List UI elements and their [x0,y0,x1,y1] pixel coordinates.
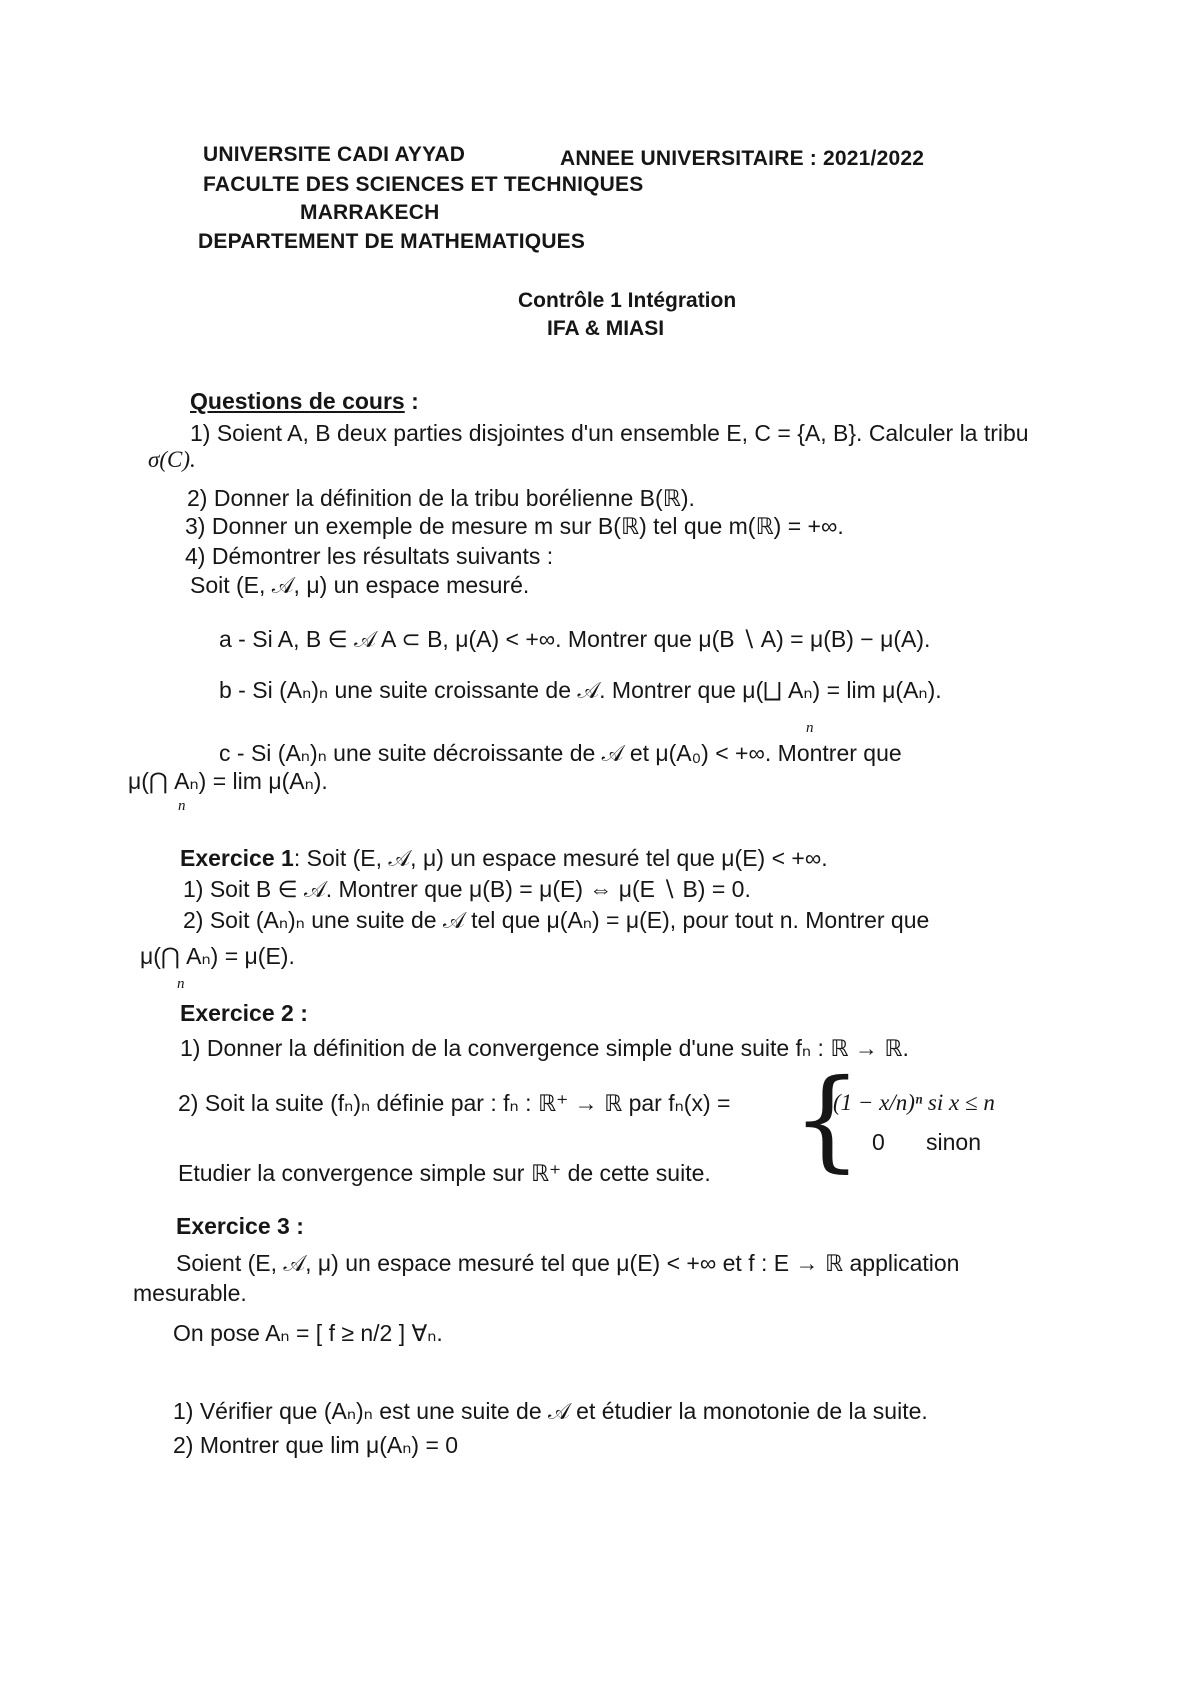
index-n-inter-ex1: n [177,976,185,992]
faculty-name: FACULTE DES SCIENCES ET TECHNIQUES [203,173,644,196]
ex2-case2-value: 0 [872,1129,885,1155]
cours-q4: 4) Démontrer les résultats suivants : [185,543,554,569]
cours-q2: 2) Donner la définition de la tribu borélienne B(ℝ). [187,485,695,511]
ex1-intro-text: : Soit (E, 𝒜, μ) un espace mesuré tel que μ(E) < +∞. [293,845,828,871]
cours-heading: Questions de cours : [190,388,419,414]
ex3-q1: 1) Vérifier que (Aₙ)ₙ est une suite de 𝒜 et étudier la monotonie de la suite. [173,1398,928,1424]
exam-title: Contrôle 1 Intégration [518,289,737,312]
index-n-inter-c: n [178,798,186,814]
piecewise-brace: { [792,1055,862,1183]
ex3-label: Exercice 3 : [176,1213,304,1239]
cours-qa: a - Si A, B ∈ 𝒜 A ⊂ B, μ(A) < +∞. Montrer que μ(B ∖ A) = μ(B) − μ(A). [219,626,931,652]
university-name: UNIVERSITE CADI AYYAD [203,143,466,166]
cours-q3: 3) Donner un exemple de mesure m sur B(ℝ) tel que m(ℝ) = +∞. [185,513,844,539]
ex2-case2-cond: sinon [926,1129,981,1155]
ex1-intro [180,845,828,872]
cours-qc-line1: c - Si (Aₙ)ₙ une suite décroissante de 𝒜 et μ(A₀) < +∞. Montrer que [219,740,902,766]
ex1-q2-line2: μ(⋂ Aₙ) = μ(E). [140,943,295,969]
city-name: MARRAKECH [300,201,440,224]
index-n-union: n [806,720,814,736]
ex3-q2: 2) Montrer que lim μ(Aₙ) = 0 [173,1432,459,1458]
cours-q1-line1: 1) Soient A, B deux parties disjointes d'un ensemble E, C = {A, B}. Calculer la tribu [190,420,1029,446]
cours-q1-line2: σ(C). [148,447,196,472]
cours-qc-line2: μ(⋂ Aₙ) = lim μ(Aₙ). [128,768,328,794]
ex2-conclusion: Etudier la convergence simple sur ℝ⁺ de cette suite. [178,1160,711,1186]
ex2-q2: 2) Soit la suite (fₙ)ₙ définie par : fₙ : ℝ⁺ → ℝ par fₙ(x) = [178,1090,731,1116]
exam-programs: IFA & MIASI [547,317,665,340]
ex1-q1: 1) Soit B ∈ 𝒜. Montrer que μ(B) = μ(E) ⇔ μ(E ∖ B) = 0. [183,876,751,902]
cours-qb: b - Si (Aₙ)ₙ une suite croissante de 𝒜. Montrer que μ(⨆ Aₙ) = lim μ(Aₙ). [219,677,942,703]
academic-year: ANNEE UNIVERSITAIRE : 2021/2022 [560,147,925,170]
ex3-intro-line2: mesurable. [133,1280,247,1306]
ex3-intro-line1: Soient (E, 𝒜, μ) un espace mesuré tel que μ(E) < +∞ et f : E → ℝ application [176,1250,960,1276]
ex2-case1: (1 − x/n)ⁿ si x ≤ n [833,1090,995,1115]
ex2-label: Exercice 2 : [180,1000,308,1026]
ex1-label: Exercice 1 [180,845,294,871]
cours-q4-intro: Soit (E, 𝒜, μ) un espace mesuré. [190,572,530,598]
ex3-def: On pose Aₙ = [ f ≥ n/2 ] ∀ₙ. [173,1320,443,1346]
cours-heading-text: Questions de cours [190,388,405,414]
ex2-q1: 1) Donner la définition de la convergence simple d'une suite fₙ : ℝ → ℝ. [180,1035,909,1061]
department-name: DEPARTEMENT DE MATHEMATIQUES [198,230,586,253]
ex1-q2-line1: 2) Soit (Aₙ)ₙ une suite de 𝒜 tel que μ(Aₙ) = μ(E), pour tout n. Montrer que [183,907,930,933]
